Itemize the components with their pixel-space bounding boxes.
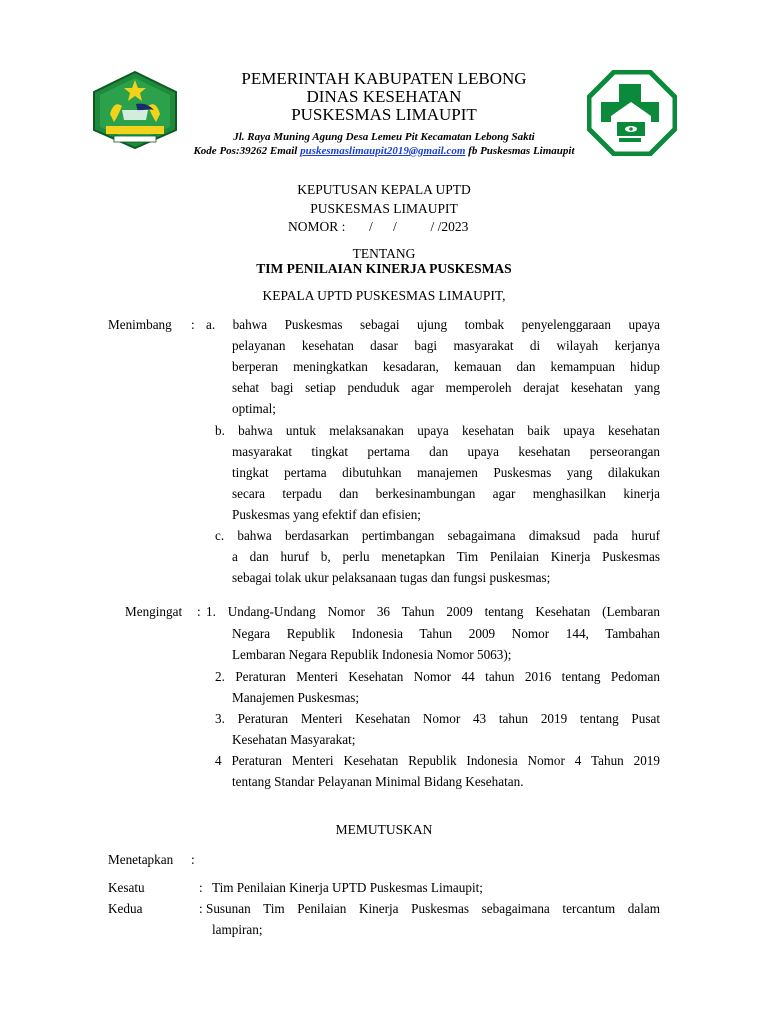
kedua-label: Kedua	[108, 901, 143, 916]
kesatu-separator: :	[199, 880, 203, 895]
menimbang-c-line1: c. bahwa berdasarkan pertimbangan sebagaimana dimaksud pada huruf	[215, 528, 660, 543]
mengingat-1-line1: 1. Undang-Undang Nomor 36 Tahun 2009 tentang Kesehatan (Lembaran	[206, 604, 660, 619]
email-link[interactable]: puskesmaslimaupit2019@gmail.com	[300, 145, 466, 157]
decree-subject: TIM PENILAIAN KINERJA PUSKESMAS	[256, 261, 512, 276]
official-title: KEPALA UPTD PUSKESMAS LIMAUPIT,	[262, 288, 506, 303]
kedua-line2: lampiran;	[212, 922, 263, 937]
menimbang-a-line5: optimal;	[232, 401, 276, 416]
decree-number: NOMOR : / / / /2023	[288, 219, 469, 234]
menetapkan-separator: :	[191, 852, 195, 867]
kedua-separator: :	[199, 901, 203, 916]
header-contact	[0, 144, 768, 158]
kedua-line1: Susunan Tim Penilaian Kinerja Puskesmas sebagaimana tercantum dalam	[206, 901, 660, 916]
decree-title: KEPUTUSAN KEPALA UPTD	[297, 182, 471, 197]
menimbang-a-line4: sehat bagi setiap penduduk agar memperoleh derajat kesehatan yang	[232, 380, 660, 395]
mengingat-2-line1: 2. Peraturan Menteri Kesehatan Nomor 44 tahun 2016 tentang Pedoman	[215, 669, 660, 684]
mengingat-3-line1: 3. Peraturan Menteri Kesehatan Nomor 43 tahun 2019 tentang Pusat	[215, 711, 660, 726]
menimbang-a-line2: pelayanan kesehatan dasar bagi masyarakat di wilayah kerjanya	[232, 338, 660, 353]
kesatu-label: Kesatu	[108, 880, 145, 895]
mengingat-2-line2: Manajemen Puskesmas;	[232, 690, 360, 705]
contact-prefix: Kode Pos:39262 Email	[193, 145, 301, 157]
header-address: Jl. Raya Muning Agung Desa Lemeu Pit Kecamatan Lebong Sakti	[233, 131, 535, 143]
menimbang-label: Menimbang	[108, 317, 172, 332]
menimbang-a-line3: berperan meningkatkan kesadaran, kemauan dan kemampuan hidup	[232, 359, 660, 374]
decree-institution: PUSKESMAS LIMAUPIT	[310, 201, 458, 216]
menimbang-separator: :	[191, 317, 195, 332]
header-department: DINAS KESEHATAN	[306, 87, 462, 106]
kesatu-text: Tim Penilaian Kinerja UPTD Puskesmas Limaupit;	[212, 880, 483, 895]
mengingat-3-line2: Kesehatan Masyarakat;	[232, 732, 356, 747]
header-institution: PUSKESMAS LIMAUPIT	[291, 105, 477, 124]
mengingat-1-line2: Negara Republik Indonesia Tahun 2009 Nomor 144, Tambahan	[232, 626, 660, 641]
tentang-heading: TENTANG	[352, 246, 416, 261]
menimbang-b-line3: tingkat pertama dibutuhkan manajemen Puskesmas yang dilakukan	[232, 465, 660, 480]
menetapkan-label: Menetapkan	[108, 852, 174, 867]
memutuskan-heading: MEMUTUSKAN	[335, 822, 433, 837]
menimbang-b-line4: secara terpadu dan berkesinambungan agar menghasilkan kinerja	[232, 486, 660, 501]
mengingat-1-line3: Lembaran Negara Republik Indonesia Nomor 5063);	[232, 647, 512, 662]
menimbang-a-line1: a. bahwa Puskesmas sebagai ujung tombak penyelenggaraan upaya	[206, 317, 660, 332]
mengingat-separator: :	[197, 604, 201, 619]
menimbang-c-line2: a dan huruf b, perlu menetapkan Tim Penilaian Kinerja Puskesmas	[232, 549, 660, 564]
menimbang-b-line2: masyarakat tingkat pertama dan upaya kesehatan perseorangan	[232, 444, 660, 459]
mengingat-label: Mengingat	[125, 604, 183, 619]
mengingat-4-line1: 4 Peraturan Menteri Kesehatan Republik Indonesia Nomor 4 Tahun 2019	[215, 753, 660, 768]
menimbang-b-line5: Puskesmas yang efektif dan efisien;	[232, 507, 421, 522]
menimbang-c-line3: sebagai tolak ukur pelaksanaan tugas dan fungsi puskesmas;	[232, 570, 551, 585]
header-government: PEMERINTAH KABUPATEN LEBONG	[241, 69, 527, 88]
mengingat-4-line2: tentang Standar Pelayanan Minimal Bidang Kesehatan.	[232, 774, 524, 789]
contact-suffix: fb Puskesmas Limaupit	[465, 145, 575, 157]
menimbang-b-line1: b. bahwa untuk melaksanakan upaya kesehatan baik upaya kesehatan	[215, 423, 660, 438]
